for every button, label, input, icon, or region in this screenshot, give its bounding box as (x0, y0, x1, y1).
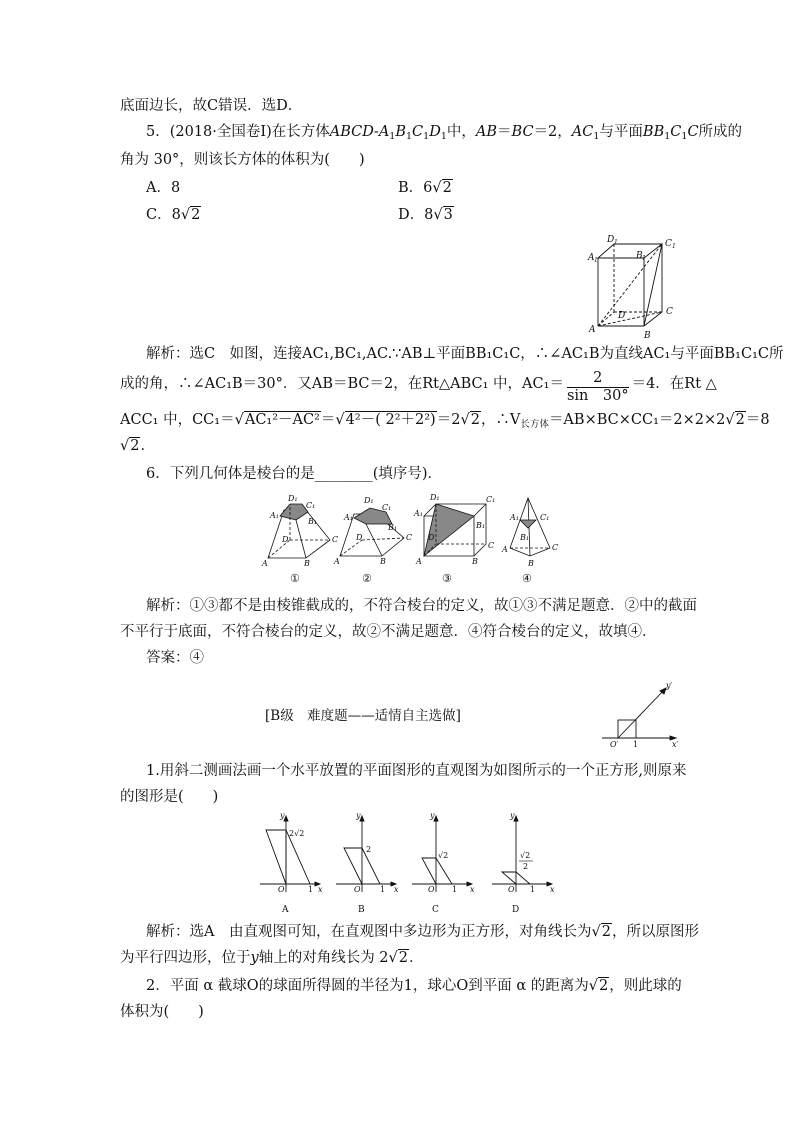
svg-text:1: 1 (642, 255, 646, 262)
option-d[interactable]: D．8√3 (398, 207, 453, 223)
choice-d-value-num: √2 (520, 851, 531, 860)
svg-text:1: 1 (672, 243, 676, 250)
label-c1: C (665, 239, 672, 249)
svg-text:B₁: B₁ (476, 521, 486, 530)
text-line: 底面边长，故C错误．选D． (120, 98, 303, 114)
svg-text:x: x (318, 885, 323, 894)
svg-text:B: B (380, 557, 386, 566)
solution-6-line-2: 不平行于底面，不符合棱台的定义，故②不满足题意．④符合棱台的定义，故填④． (120, 624, 657, 640)
svg-text:A: A (334, 557, 340, 566)
svg-text:O: O (278, 885, 285, 894)
label-a1: A (588, 253, 595, 263)
svg-text:O: O (508, 885, 515, 894)
svg-text:O: O (428, 885, 435, 894)
choice-d-value-den: 2 (523, 862, 529, 871)
svg-text:y: y (510, 812, 515, 820)
svg-text:y: y (430, 812, 435, 820)
svg-text:B: B (304, 559, 310, 568)
svg-text:D₁: D₁ (364, 496, 374, 505)
svg-text:C: C (552, 543, 559, 552)
svg-text:C₁: C₁ (540, 513, 550, 522)
svg-text:B₁: B₁ (388, 523, 398, 532)
svg-text:D: D (282, 535, 289, 544)
choice-label-d: D (512, 905, 520, 915)
svg-text:C: C (406, 533, 413, 542)
question-5-line-1: 5．(2018·全国卷Ⅰ)在长方体ABCD-$A_1B_1C_1D_1$中，AB＝BC＝2，$AC_1$与平面$BB_1C_1C$所成的 (146, 124, 743, 142)
label-b: B (644, 331, 651, 340)
solution-5-line-2: 成的角，∴∠AC₁B＝30°．又AB＝BC＝2，在Rt△ABC₁ 中，AC₁＝ $\frac{2}{\sin 30^\circ}$ ＝4．在Rt △ (120, 370, 717, 404)
svg-text:O: O (354, 885, 361, 894)
svg-text:A₁: A₁ (344, 513, 353, 522)
choice-label-c: C (432, 905, 439, 915)
svg-text:y: y (356, 812, 361, 820)
question-b1-line-1: 1.用斜二测画法画一个水平放置的平面图形的直观图为如图所示的一个正方形,则原来 (146, 763, 687, 779)
svg-text:y: y (280, 812, 285, 820)
svg-text:x: x (470, 885, 475, 894)
svg-text:D: D (428, 533, 435, 542)
question-b2-line-2: 体积为( ) (120, 1004, 204, 1020)
svg-text:y′: y′ (666, 681, 673, 690)
solution-b1-line-1: 解析：选A 由直观图可知，在直观图中多边形为正方形，对角线长为√2，所以原图形 (146, 924, 699, 940)
choice-figures (256, 812, 566, 918)
label-d1: D (607, 235, 615, 245)
svg-text:B: B (472, 557, 478, 566)
svg-text:1: 1 (380, 885, 386, 894)
svg-text:B₁: B₁ (520, 533, 530, 542)
choice-label-b: B (358, 905, 365, 915)
svg-text:1: 1 (308, 885, 314, 894)
svg-text:A: A (502, 545, 508, 554)
axis-square-figure (600, 680, 682, 748)
option-c[interactable]: C．8√2 (146, 207, 201, 223)
svg-text:1: 1 (614, 239, 618, 246)
choice-c-value: √2 (438, 851, 449, 860)
cuboid-figure (584, 232, 684, 340)
question-6: 6．下列几何体是棱台的是________(填序号)． (146, 466, 443, 482)
option-b[interactable]: B．6√2 (398, 180, 452, 196)
svg-text:1: 1 (594, 257, 598, 264)
caption-1: ① (290, 572, 300, 585)
choice-a-value: 2√2 (289, 829, 305, 838)
svg-text:x′: x′ (672, 740, 679, 748)
label-a: A (589, 325, 596, 335)
svg-text:C₁: C₁ (306, 501, 316, 510)
svg-text:A₁: A₁ (270, 511, 279, 520)
label-c: C (666, 307, 673, 317)
label-d: D (618, 311, 626, 321)
option-a[interactable]: A．8 (146, 180, 181, 196)
svg-text:C: C (488, 541, 495, 550)
svg-text:A₁: A₁ (510, 513, 519, 522)
svg-text:C₁: C₁ (382, 503, 392, 512)
section-b-header: [B级 难度题——适情自主选做] (265, 708, 461, 724)
solution-6-line-1: 解析：①③都不是由棱锥截成的，不符合棱台的定义，故①③不满足题意．②中的截面 (146, 598, 697, 614)
solution-5-line-4: √2． (120, 438, 155, 454)
svg-text:D₁: D₁ (288, 494, 298, 503)
svg-text:B₁: B₁ (308, 517, 318, 526)
question-b2-line-1: 2．平面 α 截球O的球面所得圆的半径为1，球心O到平面 α 的距离为√2，则此球的 (146, 978, 682, 994)
caption-3: ③ (442, 572, 452, 585)
question-b1-line-2: 的图形是( ) (120, 789, 219, 805)
choice-label-a: A (282, 905, 289, 915)
caption-2: ② (362, 572, 372, 585)
frustum-figures (258, 490, 568, 586)
choice-b-value: 2 (366, 845, 372, 854)
svg-text:A₁: A₁ (414, 509, 423, 518)
label-b1: B (636, 251, 643, 261)
svg-text:C₁: C₁ (486, 495, 496, 504)
svg-text:O′: O′ (610, 740, 619, 748)
svg-text:1: 1 (530, 885, 536, 894)
svg-text:A: A (262, 559, 268, 568)
svg-text:C: C (332, 535, 339, 544)
solution-5-line-1: 解析：选C 如图，连接AC₁,BC₁,AC.∵AB⊥平面BB₁C₁C，∴∠AC₁B为直线AC₁与平面BB₁C₁C所 (146, 346, 784, 362)
question-5-line-2: 角为 30°，则该长方体的体积为( ) (120, 152, 365, 168)
svg-text:D₁: D₁ (430, 493, 440, 502)
svg-text:1: 1 (452, 885, 458, 894)
solution-b1-line-2: 为平行四边形，位于y轴上的对角线长为 2√2． (120, 950, 424, 966)
solution-5-line-3: ACC₁ 中，CC₁＝√AC₁²－AC²＝√4²－( 2²＋2²)＝2√2，$\therefore V_{长方体}=AB\times BC\times CC_1=2\times 2\times 2√2=8$ (120, 412, 770, 430)
svg-text:x: x (394, 885, 399, 894)
answer-6: 答案：④ (146, 650, 204, 666)
svg-text:B: B (528, 559, 534, 568)
svg-text:D: D (356, 533, 363, 542)
svg-text:1: 1 (633, 740, 639, 748)
svg-text:x: x (550, 885, 555, 894)
caption-4: ④ (522, 572, 532, 585)
svg-text:A: A (416, 557, 422, 566)
